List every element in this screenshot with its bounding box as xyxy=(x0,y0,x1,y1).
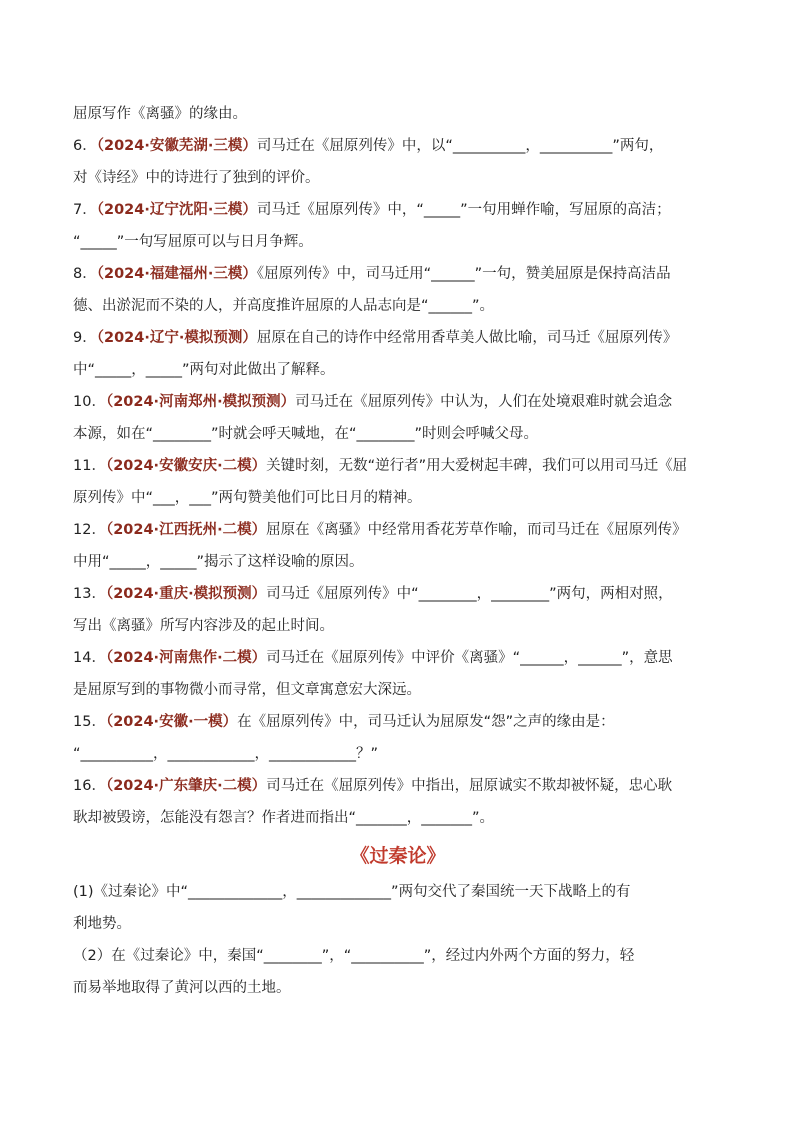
question-text: （2）在《过秦论》中，秦国“________”，“__________”，经过内外两个方面的努力，轻 xyxy=(73,948,635,964)
question-text: 中“_____，_____”两句对此做出了解释。 xyxy=(73,362,335,378)
question-text: 原列传》中“___，___”两句赞美他们可比日月的精神。 xyxy=(73,490,422,506)
question-text: 在《屈原列传》中，司马迁认为屈原发“怨”之声的缘由是： xyxy=(237,714,615,730)
section-title: 《过秦论》 xyxy=(350,845,446,867)
text-line xyxy=(73,322,723,354)
text-line xyxy=(73,514,723,546)
question-text: 关键时刻，无数“逆行者”用大爱树起丰碑，我们可以用司马迁《屈 xyxy=(266,458,688,474)
question-text: (1)《过秦论》中“_____________，_____________”两句交代了秦国统一天下战略上的有 xyxy=(73,884,631,900)
text-line xyxy=(73,908,723,940)
text-line xyxy=(73,674,723,706)
text-line xyxy=(73,98,723,130)
text-line xyxy=(73,482,723,514)
text-line xyxy=(73,546,723,578)
text-line xyxy=(73,130,723,162)
question-text: 耿却被毁谤，怎能没有怨言？作者进而指出“_______，_______”。 xyxy=(73,810,495,826)
question-text: 是屈原写到的事物微小而寻常，但文章寓意宏大深远。 xyxy=(73,682,421,698)
question-text: 屈原写作《离骚》的缘由。 xyxy=(73,106,247,122)
question-number: 11． xyxy=(73,458,106,474)
text-line xyxy=(73,450,723,482)
question-text: 写出《离骚》所写内容涉及的起止时间。 xyxy=(73,618,334,634)
question-source: （2024·河南郑州·模拟预测） xyxy=(105,394,296,410)
question-text: 司马迁《屈原列传》中，“_____”一句用蝉作喻，写屈原的高洁； xyxy=(256,202,671,218)
text-line xyxy=(73,706,723,738)
question-source: （2024·辽宁沈阳·三模） xyxy=(96,202,257,218)
question-text: 司马迁在《屈原列传》中指出，屈原诚实不欺却被怀疑，忠心耿 xyxy=(266,778,673,794)
text-line xyxy=(73,290,723,322)
question-text: 而易举地取得了黄河以西的土地。 xyxy=(73,980,291,996)
question-source: （2024·安徽芜湖·三模） xyxy=(96,138,257,154)
section-question-list xyxy=(73,876,723,1004)
question-source: （2024·重庆·模拟预测） xyxy=(105,586,267,602)
question-text: 《屈原列传》中，司马迁用“______”一句，赞美屈原是保持高洁品 xyxy=(256,266,671,282)
question-number: 15． xyxy=(73,714,106,730)
question-number: 7． xyxy=(73,202,97,218)
question-text: “_____”一句写屈原可以与日月争辉。 xyxy=(73,234,313,250)
question-text: 屈原在自己的诗作中经常用香草美人做比喻，司马迁《屈原列传》 xyxy=(256,330,678,346)
question-source: （2024·辽宁·模拟预测） xyxy=(96,330,257,346)
question-text: “__________，____________，____________？” xyxy=(73,746,379,762)
question-text: 本源，如在“________”时就会呼天喊地，在“________”时则会呼喊父母。 xyxy=(73,426,539,442)
question-text: 司马迁《屈原列传》中“________，________”两句，两相对照， xyxy=(266,586,673,602)
question-text: 德、出淤泥而不染的人，并高度推许屈原的人品志向是“______”。 xyxy=(73,298,495,314)
question-number: 6． xyxy=(73,138,97,154)
question-source: （2024·广东肇庆·二模） xyxy=(105,778,267,794)
question-text: 屈原在《离骚》中经常用香花芳草作喻，而司马迁在《屈原列传》 xyxy=(266,522,687,538)
question-text: 司马迁在《屈原列传》中认为，人们在处境艰难时就会追念 xyxy=(295,394,673,410)
question-text: 司马迁在《屈原列传》中评价《离骚》“______，______”，意思 xyxy=(266,650,673,666)
question-list xyxy=(73,98,723,834)
question-text: 中用“_____，_____”揭示了这样设喻的原因。 xyxy=(73,554,364,570)
question-source: （2024·河南焦作·二模） xyxy=(105,650,267,666)
text-line xyxy=(73,194,723,226)
question-source: （2024·安徽安庆·二模） xyxy=(105,458,267,474)
text-line xyxy=(73,162,723,194)
question-source: （2024·安徽·一模） xyxy=(105,714,238,730)
question-source: （2024·江西抚州·二模） xyxy=(105,522,267,538)
text-line xyxy=(73,802,723,834)
text-line xyxy=(73,418,723,450)
text-line xyxy=(73,354,723,386)
text-line xyxy=(73,940,723,972)
text-line xyxy=(73,610,723,642)
question-number: 13． xyxy=(73,586,106,602)
question-number: 14． xyxy=(73,650,106,666)
question-text: 司马迁在《屈原列传》中，以“__________，__________”两句， xyxy=(256,138,664,154)
text-line xyxy=(73,738,723,770)
text-line xyxy=(73,876,723,908)
text-line xyxy=(73,386,723,418)
document-page xyxy=(73,98,723,1004)
question-number: 16． xyxy=(73,778,106,794)
text-line xyxy=(73,226,723,258)
text-line xyxy=(73,258,723,290)
question-number: 9． xyxy=(73,330,97,346)
text-line xyxy=(73,642,723,674)
text-line xyxy=(73,578,723,610)
text-line xyxy=(73,770,723,802)
question-number: 10． xyxy=(73,394,106,410)
question-text: 对《诗经》中的诗进行了独到的评价。 xyxy=(73,170,320,186)
text-line xyxy=(73,972,723,1004)
question-source: （2024·福建福州·三模） xyxy=(96,266,257,282)
question-number: 8． xyxy=(73,266,97,282)
question-text: 利地势。 xyxy=(73,916,131,932)
question-number: 12． xyxy=(73,522,106,538)
